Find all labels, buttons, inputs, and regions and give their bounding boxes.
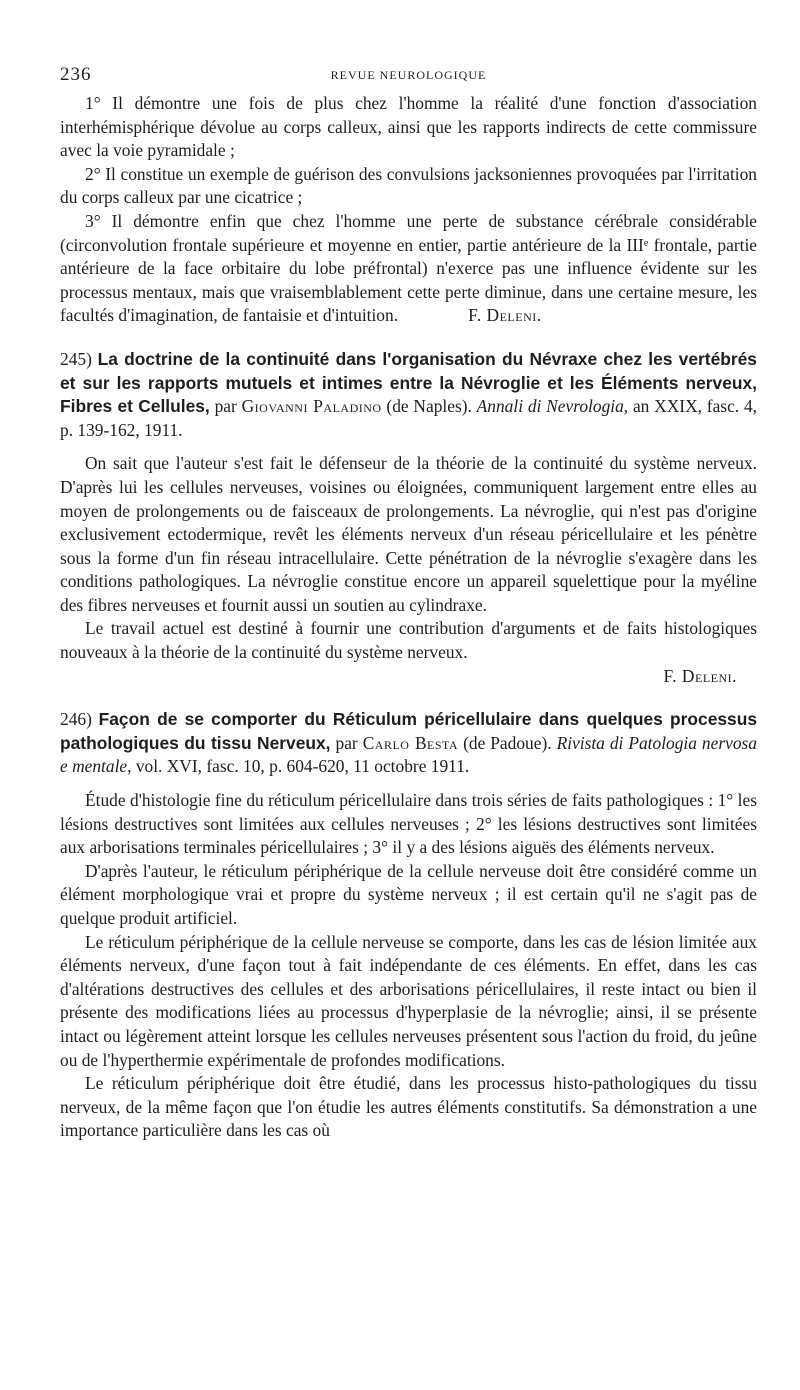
- article-245-journal: Annali di Nevrologia,: [476, 396, 629, 417]
- article-245-citation: an XXIX, fasc. 4, p. 139-162, 1911.: [60, 396, 757, 440]
- article-246-heading: [60, 708, 757, 779]
- article-245-number: 245): [60, 348, 92, 369]
- article-245-paragraph-2: Le travail actuel est destiné à fournir une contribution d'arguments et de faits histologiques nouveaux à la théorie de la continuité du système nerveux.: [60, 618, 757, 663]
- article-246-number: 246): [60, 709, 92, 730]
- article-245-affiliation: (de Naples).: [386, 396, 472, 417]
- intro-signature: F. Deleni.: [468, 305, 542, 326]
- article-246-affiliation: (de Padoue).: [463, 732, 552, 753]
- article-246-journal: Rivista di Patologia nervosa e mentale,: [60, 732, 757, 777]
- article-246-title: Façon de se comporter du Réticulum péricellulaire dans quelques processus pathologiques du tissu Nerveux,: [60, 709, 758, 753]
- article-245: [60, 348, 757, 688]
- article-246-paragraph-4: Le réticulum périphérique doit être étudié, dans les processus histo-pathologiques du tissu nerveux, de la même façon que l'on étudie les autres éléments constitutifs. Sa démonstration a une importance particulière dans les cas où: [60, 1073, 757, 1141]
- article-245-paragraph-1: On sait que l'auteur s'est fait le défenseur de la théorie de la continuité du système nerveux. D'après lui les cellules nerveuses, voisines ou éloignées, communiquent largement entre elles au moyen de prolongements ou de faisceaux de prolongements. La névroglie, qui n'est pas d'origine exclusivement ectodermique, revêt les éléments nerveux d'un réseau péricellulaire et les pénètre sous la forme d'un fin réseau intracellulaire. Cette pénétration de la névroglie s'exagère dans les conditions pathologiques. La névroglie constitue encore un appareil squelettique pour la myéline des fibres nerveuses et fournit aussi un soutien au cylindraxe.: [60, 453, 757, 615]
- article-246-paragraph-2: D'après l'auteur, le réticulum périphérique de la cellule nerveuse doit être considéré comme un élément morphologique vrai et propre du système nerveux ; il est certain qu'il ne s'agit pas de quelque produit artificiel.: [60, 860, 757, 928]
- article-246-by: par: [335, 732, 358, 753]
- intro-paragraph-3: [60, 210, 757, 328]
- article-246: [60, 708, 757, 1143]
- article-245-signature: F. Deleni.: [663, 665, 737, 686]
- intro-paragraph-3-text: 3° Il démontre enfin que chez l'homme une perte de substance cérébrale considérable (circonvolution frontale supérieure et moyenne en entier, partie antérieure de la IIIᵉ frontale, partie antérieure de la face orbitaire du lobe préfrontal) n'exerce pas une influence évidente sur les processus mentaux, mais que vraisemblablement cette perte diminue, dans une certaine mesure, les facultés d'imagination, de fantaisie et d'intuition.: [60, 210, 757, 326]
- article-246-author: Carlo Besta: [362, 732, 459, 753]
- article-245-heading: [60, 348, 757, 442]
- article-246-paragraph-1: Étude d'histologie fine du réticulum péricellulaire dans trois séries de faits pathologiques : 1° les lésions destructives sont limitées aux cellules nerveuses ; 2° les lésions destructives sont limitées aux arborisations terminales péricellulaires ; 3° il y a des lésions aiguës des éléments nerveux.: [60, 790, 757, 858]
- page-number: 236: [60, 64, 92, 85]
- article-246-paragraph-3: Le réticulum périphérique de la cellule nerveuse se comporte, dans les cas de lésion limitée aux éléments nerveux, d'une façon tout à fait indépendante de ces éléments. En effet, dans les cas d'altérations destructives des cellules et des arborisations péricellulaires, il reste intact ou bien il présente des modifications liées au processus d'hyperplasie de la névroglie; ainsi, il se présente intact ou légèrement atteint lorsque les cellules nerveuses présentent sous l'action du froid, du jeûne ou de l'hyperthermie expérimentale de profondes modifications.: [60, 931, 757, 1070]
- article-245-by: par: [214, 396, 237, 417]
- running-title: REVUE NEUROLOGIQUE: [330, 68, 487, 82]
- intro-section: [60, 92, 757, 328]
- page-header: [60, 58, 757, 92]
- article-245-author: Giovanni Paladino: [241, 396, 382, 417]
- article-245-title: La doctrine de la continuité dans l'organisation du Névraxe chez les vertébrés et sur les rapports mutuels et intimes entre la Névroglie et les Éléments nerveux, Fibres et Cellules,: [60, 348, 757, 417]
- journal-page: [60, 58, 757, 1143]
- article-246-citation: vol. XVI, fasc. 10, p. 604-620, 11 octobre 1911.: [135, 756, 470, 777]
- intro-paragraph-2: 2° Il constitue un exemple de guérison des convulsions jacksoniennes provoquées par l'irritation du corps calleux par une cicatrice ;: [60, 163, 757, 208]
- intro-paragraph-1: 1° Il démontre une fois de plus chez l'homme la réalité d'une fonction d'association interhémisphérique dévolue au corps calleux, ainsi que les rapports indirects de cette commissure avec la voie pyramidale ;: [60, 93, 757, 161]
